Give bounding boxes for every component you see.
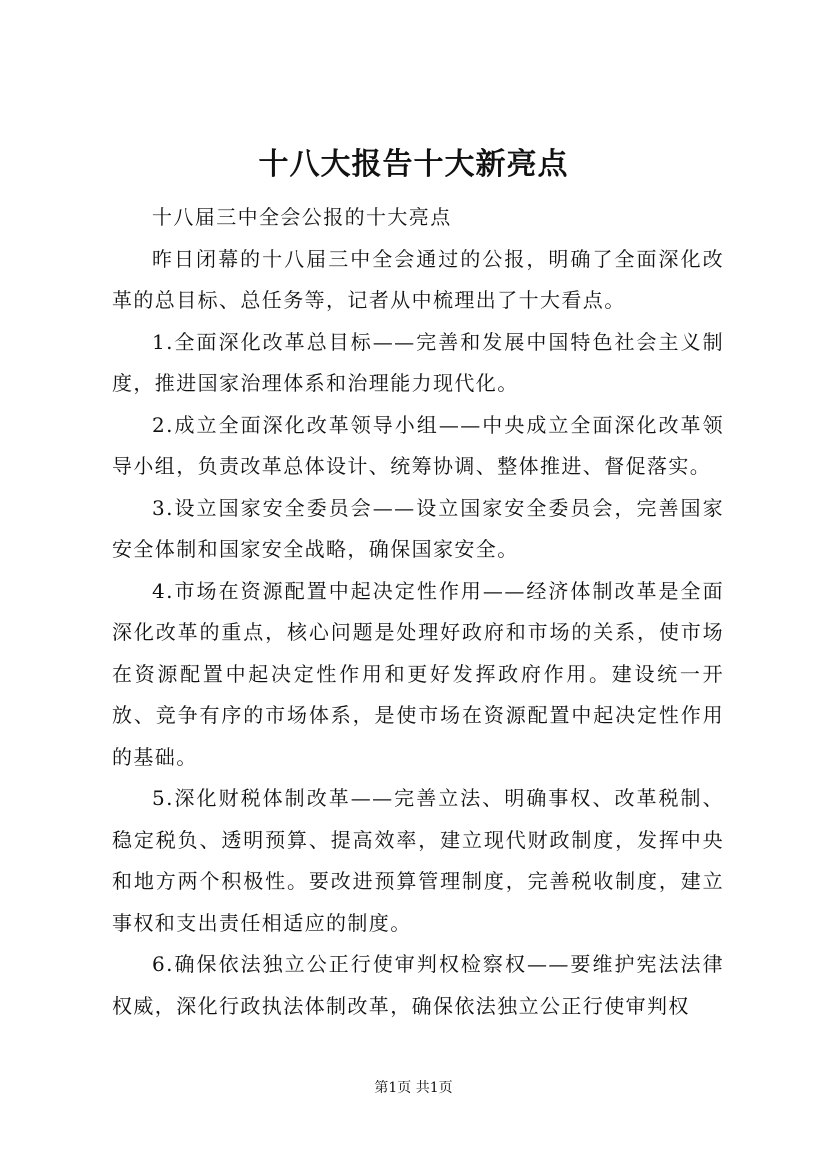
paragraph-subtitle: 十八届三中全会公报的十大亮点 — [152, 205, 452, 229]
document-body — [112, 197, 724, 1027]
paragraph-point-6: 6.确保依法独立公正行使审判权检察权——要维护宪法法律权威，深化行政执法体制改革，确保依法独立公正行使审判权 — [112, 952, 724, 1018]
page-footer: 第1页 共1页 — [374, 1080, 453, 1096]
paragraph-intro: 昨日闭幕的十八届三中全会通过的公报，明确了全面深化改革的总目标、总任务等，记者从中梳理出了十大看点。 — [112, 246, 724, 312]
page-title: 十八大报告十大新亮点 — [258, 147, 569, 182]
paragraph-point-1: 1.全面深化改革总目标——完善和发展中国特色社会主义制度，推进国家治理体系和治理能力现代化。 — [112, 329, 724, 395]
paragraph-point-3: 3.设立国家安全委员会——设立国家安全委员会，完善国家安全体制和国家安全战略，确保国家安全。 — [112, 495, 724, 561]
paragraph-point-5: 5.深化财税体制改革——完善立法、明确事权、改革税制、稳定税负、透明预算、提高效率，建立现代财政制度，发挥中央和地方两个积极性。要改进预算管理制度，完善税收制度，建立事权和支出责任相适应的制度。 — [112, 786, 724, 935]
paragraph-point-2: 2.成立全面深化改革领导小组——中央成立全面深化改革领导小组，负责改革总体设计、统筹协调、整体推进、督促落实。 — [112, 412, 724, 478]
paragraph-point-4: 4.市场在资源配置中起决定性作用——经济体制改革是全面深化改革的重点，核心问题是处理好政府和市场的关系，使市场在资源配置中起决定性作用和更好发挥政府作用。建设统一开放、竞争有序的市场体系，是使市场在资源配置中起决定性作用的基础。 — [112, 578, 724, 769]
